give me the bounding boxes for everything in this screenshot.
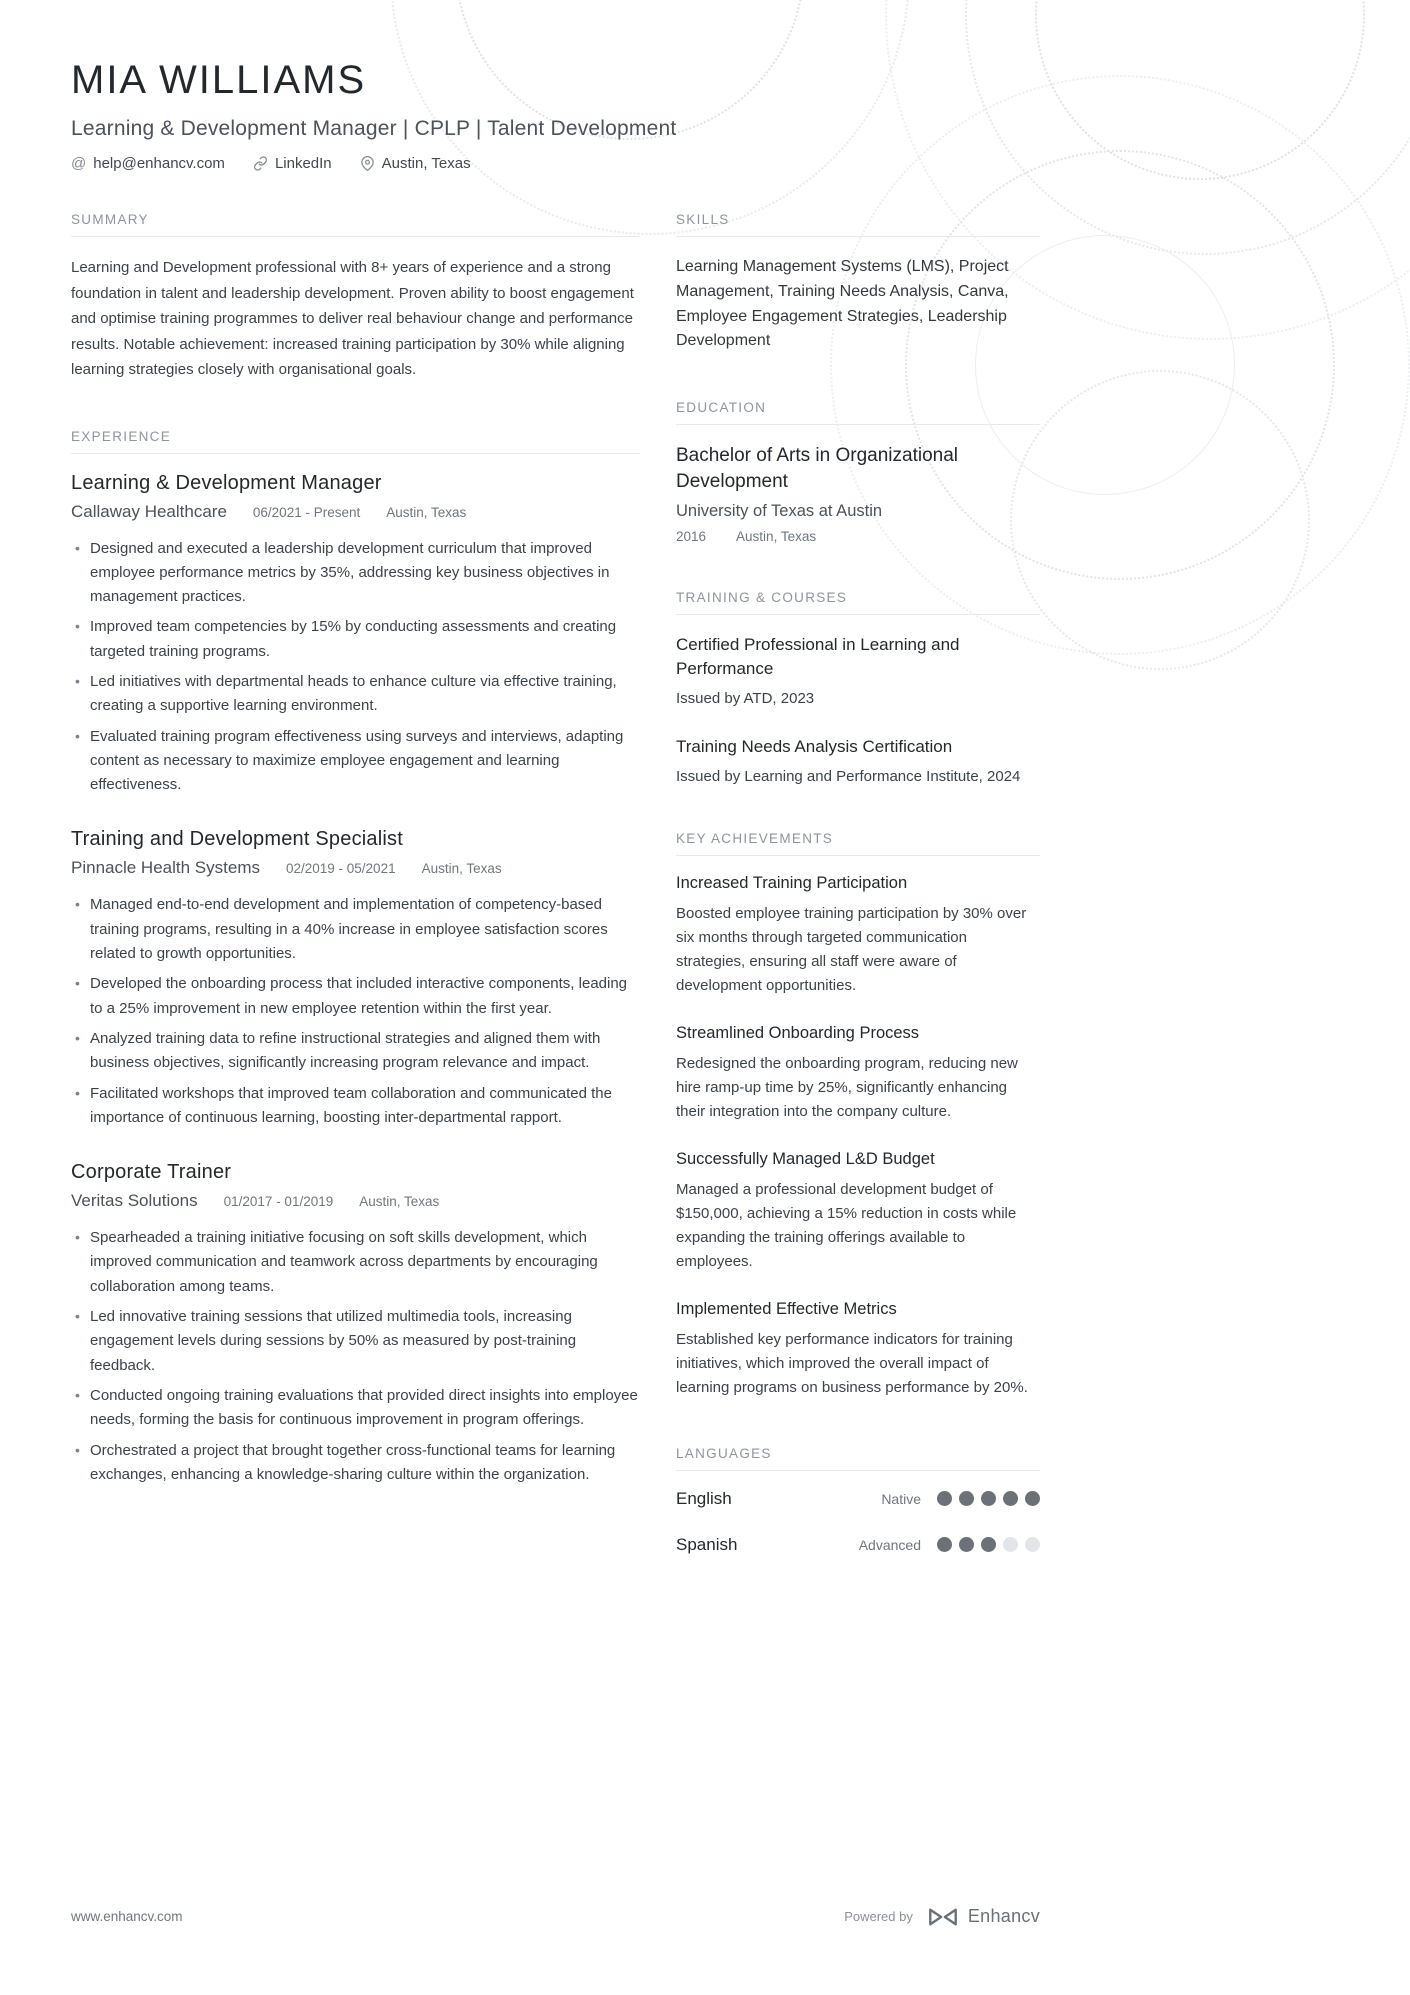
contact-row (71, 155, 1040, 172)
job-bullet: • Led initiatives with departmental heads to enhance culture via effective training, creating a supportive learning environment. (71, 667, 640, 722)
language-level-dot (1003, 1491, 1018, 1506)
job-entry (71, 472, 640, 801)
achievement-title: Streamlined Onboarding Process (676, 1023, 920, 1042)
course-issuer: Issued by Learning and Performance Institute, 2024 (676, 767, 1021, 785)
contact-email-label: help@enhancv.com (93, 155, 225, 172)
school-name: University of Texas at Austin (676, 502, 883, 521)
job-meta-row (71, 502, 640, 522)
decorative-circle (1035, 0, 1365, 180)
resume-body (71, 212, 1040, 1601)
language-level-dot (959, 1537, 974, 1552)
achievement-entry (676, 1150, 1040, 1274)
enhancv-wordmark: Enhancv (967, 1906, 1040, 1926)
achievement-entry (676, 1024, 1040, 1124)
job-bullet: • Led innovative training sessions that utilized multimedia tools, increasing engagement levels during sessions by 50% as measured by post-training feedback. (71, 1302, 640, 1381)
left-column (71, 212, 640, 1601)
achievement-entry (676, 874, 1040, 998)
page-footer (71, 1906, 1040, 1927)
enhancv-logo-icon (927, 1907, 959, 1927)
achievement-title: Increased Training Participation (676, 873, 908, 892)
skills-list: Learning Management Systems (LMS), Project Management, Training Needs Analysis, Canva, Employee Engagement Strategies, Leadership Development (676, 258, 1009, 350)
company-name: Pinnacle Health Systems (71, 858, 260, 878)
education-location: Austin, Texas (736, 529, 817, 545)
job-bullet: • Designed and executed a leadership development curriculum that improved employee performance metrics by 35%, addressing key business objectives in management practices. (71, 534, 640, 613)
powered-by-group (844, 1906, 1040, 1927)
course-title: Training Needs Analysis Certification (676, 737, 953, 757)
course-entry (676, 633, 1040, 707)
company-name: Callaway Healthcare (71, 501, 227, 521)
section-heading-training: TRAINING & COURSES (676, 590, 1040, 615)
job-bullet: • Developed the onboarding process that included interactive components, leading to a 25% improvement in new employee retention within the first year. (71, 969, 640, 1024)
job-meta-row (71, 1191, 640, 1211)
language-level-dot (1003, 1537, 1018, 1552)
section-heading-languages: LANGUAGES (676, 1446, 1040, 1471)
contact-email[interactable] (71, 155, 225, 172)
contact-linkedin-label: LinkedIn (274, 155, 332, 172)
skills-section (676, 212, 1040, 354)
course-title: Certified Professional in Learning and Performance (676, 635, 960, 679)
education-section (676, 400, 1040, 544)
company-name: Veritas Solutions (71, 1191, 198, 1211)
language-level-label: Advanced (858, 1536, 921, 1553)
job-bullet-list (71, 534, 640, 801)
achievements-section (676, 831, 1040, 1400)
job-entry (71, 828, 640, 1133)
job-dates: 01/2017 - 01/2019 (223, 1194, 334, 1210)
achievement-text: Boosted employee training participation by 30% over six months through targeted communication strategies, ensuring all staff were aware of development opportunities. (676, 904, 1027, 994)
language-level-dot (1025, 1491, 1040, 1506)
section-heading-experience: EXPERIENCE (71, 429, 640, 454)
language-name: English (676, 1488, 732, 1508)
job-entry (71, 1161, 640, 1490)
language-level-dots (937, 1537, 1040, 1552)
job-title: Corporate Trainer (71, 1161, 232, 1184)
job-bullet: • Conducted ongoing training evaluations that provided direct insights into employee needs, forming the basis for continuous improvement in program offerings. (71, 1381, 640, 1436)
education-meta-row (676, 529, 1040, 544)
job-bullet: • Managed end-to-end development and implementation of competency-based training programs, resulting in a 40% increase in employee satisfaction scores related to growth opportunities. (71, 890, 640, 969)
achievement-title: Implemented Effective Metrics (676, 1299, 897, 1318)
job-location: Austin, Texas (386, 504, 467, 520)
job-location: Austin, Texas (359, 1194, 440, 1210)
decorative-circle (1010, 370, 1310, 670)
enhancv-brand-link[interactable] (927, 1906, 1040, 1927)
job-bullet: • Improved team competencies by 15% by conducting assessments and creating targeted training programs. (71, 612, 640, 667)
job-bullet: • Facilitated workshops that improved team collaboration and communicated the importance of continuous learning, boosting inter-departmental rapport. (71, 1079, 640, 1134)
job-dates: 02/2019 - 05/2021 (285, 861, 396, 877)
job-bullet: • Spearheaded a training initiative focusing on soft skills development, which improved communication and teamwork across departments by encouraging collaboration among teams. (71, 1223, 640, 1302)
job-bullet: • Orchestrated a project that brought together cross-functional teams for learning exchanges, enhancing a knowledge-sharing culture within the organization. (71, 1436, 640, 1491)
right-column (676, 212, 1040, 1601)
enhancv-url-link[interactable]: www.enhancv.com (71, 1909, 183, 1924)
language-level-label: Native (881, 1490, 921, 1507)
contact-location-label: Austin, Texas (381, 155, 471, 172)
job-title: Learning & Development Manager (71, 471, 382, 494)
section-heading-skills: SKILLS (676, 212, 1040, 237)
powered-by-label: Powered by (844, 1909, 913, 1924)
resume-header (71, 58, 1040, 172)
language-row (676, 1535, 1040, 1555)
achievement-title: Successfully Managed L&D Budget (676, 1149, 935, 1168)
language-level-dot (981, 1537, 996, 1552)
summary-section (71, 212, 640, 383)
course-entry (676, 735, 1040, 785)
job-bullet: • Analyzed training data to refine instructional strategies and aligned them with business objectives, significantly increasing program relevance and impact. (71, 1024, 640, 1079)
section-heading-summary: SUMMARY (71, 212, 640, 237)
language-level-dot (937, 1491, 952, 1506)
contact-location (360, 155, 471, 172)
language-level-dot (937, 1537, 952, 1552)
job-bullet: • Evaluated training program effectiveness using surveys and interviews, adapting content as necessary to maximize employee engagement and learning effectiveness. (71, 722, 640, 801)
education-year: 2016 (676, 529, 707, 545)
languages-section (676, 1446, 1040, 1555)
language-level-dot (959, 1491, 974, 1506)
language-level-dot (1025, 1537, 1040, 1552)
section-heading-education: EDUCATION (676, 400, 1040, 425)
at-icon: @ (71, 155, 87, 172)
headline: Learning & Development Manager | CPLP | Talent Development (71, 117, 677, 140)
job-dates: 06/2021 - Present (252, 504, 361, 520)
achievement-entry (676, 1300, 1040, 1400)
language-level-dot (981, 1491, 996, 1506)
section-heading-achievements: KEY ACHIEVEMENTS (676, 831, 1040, 856)
link-icon (253, 156, 268, 171)
experience-section (71, 429, 640, 1491)
training-section (676, 590, 1040, 784)
achievement-text: Managed a professional development budget of $150,000, achieving a 15% reduction in costs while expanding the training offerings available to employees. (676, 1180, 1017, 1270)
job-title: Training and Development Specialist (71, 828, 403, 851)
job-bullet-list (71, 890, 640, 1133)
language-level-dots (937, 1491, 1040, 1506)
summary-text: Learning and Development professional with 8+ years of experience and a strong foundation in talent and leadership development. Proven ability to boost engagement and optimise training programmes to deliver real behaviour change and performance results. Notable achievement: increased training participation by 30% while aligning learning strategies closely with organisational goals. (71, 259, 634, 378)
achievement-text: Redesigned the onboarding program, reducing new hire ramp-up time by 25%, significantly enhancing their integration into the company culture. (676, 1054, 1018, 1120)
job-location: Austin, Texas (421, 861, 502, 877)
candidate-name: MIA WILLIAMS (71, 58, 367, 102)
degree-title: Bachelor of Arts in Organizational Development (676, 445, 958, 492)
course-issuer: Issued by ATD, 2023 (676, 690, 815, 708)
contact-linkedin[interactable] (253, 155, 332, 172)
location-icon (360, 156, 375, 171)
job-meta-row (71, 858, 640, 878)
job-bullet-list (71, 1223, 640, 1490)
language-name: Spanish (676, 1534, 738, 1554)
achievement-text: Established key performance indicators for training initiatives, which improved the overall impact of learning programs on business performance by 20%. (676, 1330, 1028, 1396)
language-row (676, 1489, 1040, 1509)
